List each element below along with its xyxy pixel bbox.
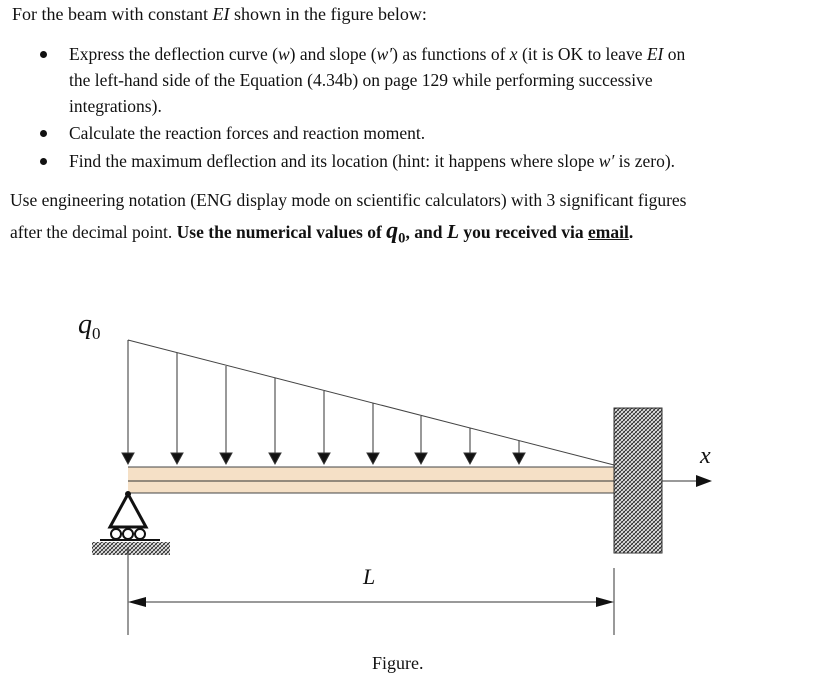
beam-body: [128, 467, 614, 493]
beam: [128, 467, 614, 493]
b3-part2: is zero).: [614, 151, 676, 171]
b1-w: w: [277, 44, 290, 64]
p2-bold-c: you received via: [459, 222, 588, 242]
load-arrowhead: [415, 453, 427, 464]
fixed-wall-support: [614, 408, 662, 553]
axis-label-x: x: [700, 443, 711, 469]
roller-wheel: [123, 529, 133, 539]
bullet-1-line-2: the left-hand side of the Equation (4.34b) on page 129 while performing successive: [69, 70, 653, 90]
roller-triangle: [110, 494, 146, 527]
p2-plain: after the decimal point.: [10, 222, 177, 242]
distributed-load: [122, 340, 614, 465]
p2-bold-b: , and: [405, 222, 447, 242]
b3-part1: Find the maximum deflection and its location (hint: it happens where slope: [69, 151, 599, 171]
b1-wp: w′: [376, 44, 393, 64]
load-arrowhead: [318, 453, 330, 464]
p2-q0: q: [386, 218, 399, 244]
p2-q0-sub: 0: [398, 230, 406, 247]
load-arrowhead: [122, 453, 134, 464]
p2-email: email: [588, 222, 629, 242]
intro-prefix: For the beam with constant: [12, 4, 213, 24]
roller-wheel: [135, 529, 145, 539]
p2-period: .: [628, 222, 634, 242]
load-arrowhead: [367, 453, 379, 464]
load-label-sub: 0: [92, 324, 101, 343]
b1-part4: (it is OK to leave: [517, 44, 647, 64]
roller-pin: [125, 491, 131, 497]
p2-L: L: [446, 221, 460, 243]
load-arrowhead: [513, 453, 525, 464]
load-top-line: [128, 340, 614, 465]
b3-wp: w′: [598, 151, 615, 171]
b1-part3: ) as functions of: [392, 44, 510, 64]
b1-ei: EI: [646, 44, 664, 64]
b1-part1: Express the deflection curve (: [69, 44, 278, 64]
load-arrowhead: [464, 453, 476, 464]
load-arrows: [122, 340, 525, 464]
bullet-1-line-3: integrations).: [69, 96, 162, 116]
b1-part2: ) and slope (: [289, 44, 377, 64]
x-axis-arrowhead: [696, 475, 712, 487]
p2-bold-a: Use the numerical values of: [176, 222, 387, 242]
roller-ground-hatch: [92, 542, 170, 555]
bullet-2: Calculate the reaction forces and reaction moment.: [69, 123, 426, 143]
roller-wheel: [111, 529, 121, 539]
figure-caption: Figure.: [372, 653, 424, 673]
b1-x: x: [509, 44, 518, 64]
length-label: L: [363, 564, 376, 589]
b1-part5: on: [663, 44, 686, 64]
dimension-arrow-right: [596, 597, 614, 607]
load-arrowhead: [269, 453, 281, 464]
dimension-arrow-left: [128, 597, 146, 607]
load-label-q: q: [78, 309, 92, 340]
paragraph-line-1: Use engineering notation (ENG display mode on scientific calculators) with 3 significant figures: [10, 190, 687, 210]
intro-suffix: shown in the figure below:: [229, 4, 427, 24]
intro-ei: EI: [212, 4, 230, 24]
length-dimension: [128, 548, 614, 635]
roller-support: [92, 491, 170, 555]
load-arrowhead: [171, 453, 183, 464]
load-arrowhead: [220, 453, 232, 464]
